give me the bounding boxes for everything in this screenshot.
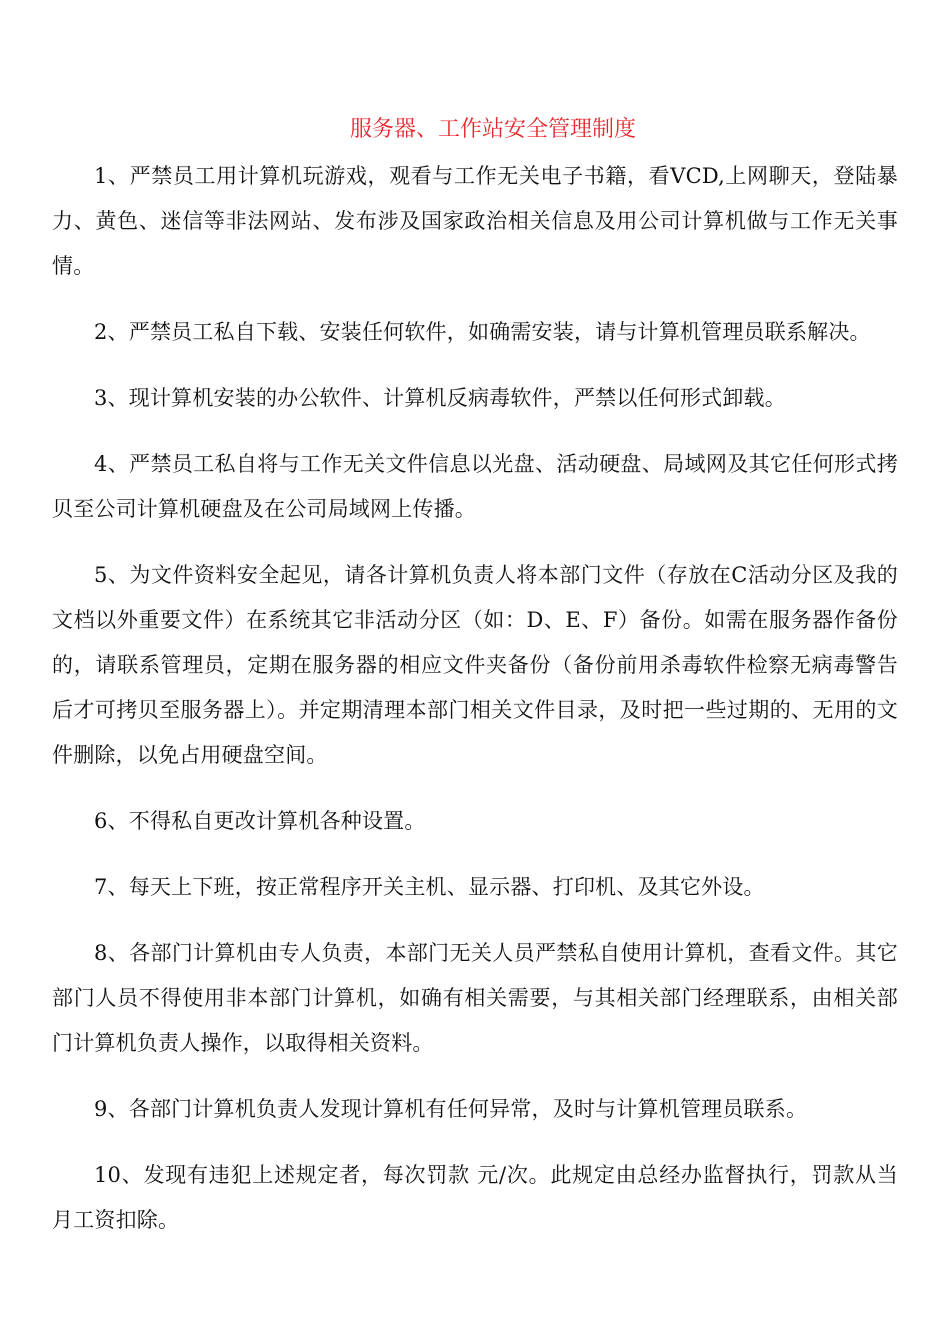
rule-paragraph-9: 9、各部门计算机负责人发现计算机有任何异常，及时与计算机管理员联系。 [94, 1097, 808, 1121]
rule-paragraph-10: 10、发现有违犯上述规定者，每次罚款 元/次。此规定由总经办监督执行，罚款从当月工资扣除。 [52, 1163, 898, 1232]
rule-paragraph-2: 2、严禁员工私自下载、安装任何软件，如确需安装，请与计算机管理员联系解决。 [94, 320, 871, 344]
rule-paragraph-3: 3、现计算机安装的办公软件、计算机反病毒软件，严禁以任何形式卸载。 [94, 386, 786, 410]
document-title: 服务器、工作站安全管理制度 [349, 117, 636, 142]
rule-paragraph-1: 1、严禁员工用计算机玩游戏，观看与工作无关电子书籍，看VCD,上网聊天，登陆暴力、黄色、迷信等非法网站、发布涉及国家政治相关信息及用公司计算机做与工作无关事情。 [52, 164, 898, 278]
rule-paragraph-7: 7、每天上下班，按正常程序开关主机、显示器、打印机、及其它外设。 [94, 875, 765, 899]
rule-paragraph-5: 5、为文件资料安全起见，请各计算机负责人将本部门文件（存放在C活动分区及我的文档以外重要文件）在系统其它非活动分区（如：D、E、F）备份。如需在服务器作备份的，请联系管理员，定期在服务器的相应文件夹备份（备份前用杀毒软件检察无病毒警告后才可拷贝至服务器上）。并定期清理本部门相关文件目录，及时把一些过期的、无用的文件删除，以免占用硬盘空间。 [52, 563, 898, 767]
rule-paragraph-6: 6、不得私自更改计算机各种设置。 [94, 809, 426, 833]
document-body [52, 154, 898, 1243]
rule-paragraph-8: 8、各部门计算机由专人负责，本部门无关人员严禁私自使用计算机，查看文件。其它部门人员不得使用非本部门计算机，如确有相关需要，与其相关部门经理联系，由相关部门计算机负责人操作，以取得相关资料。 [52, 941, 898, 1055]
rule-paragraph-4: 4、严禁员工私自将与工作无关文件信息以光盘、活动硬盘、局域网及其它任何形式拷贝至公司计算机硬盘及在公司局域网上传播。 [52, 452, 898, 521]
